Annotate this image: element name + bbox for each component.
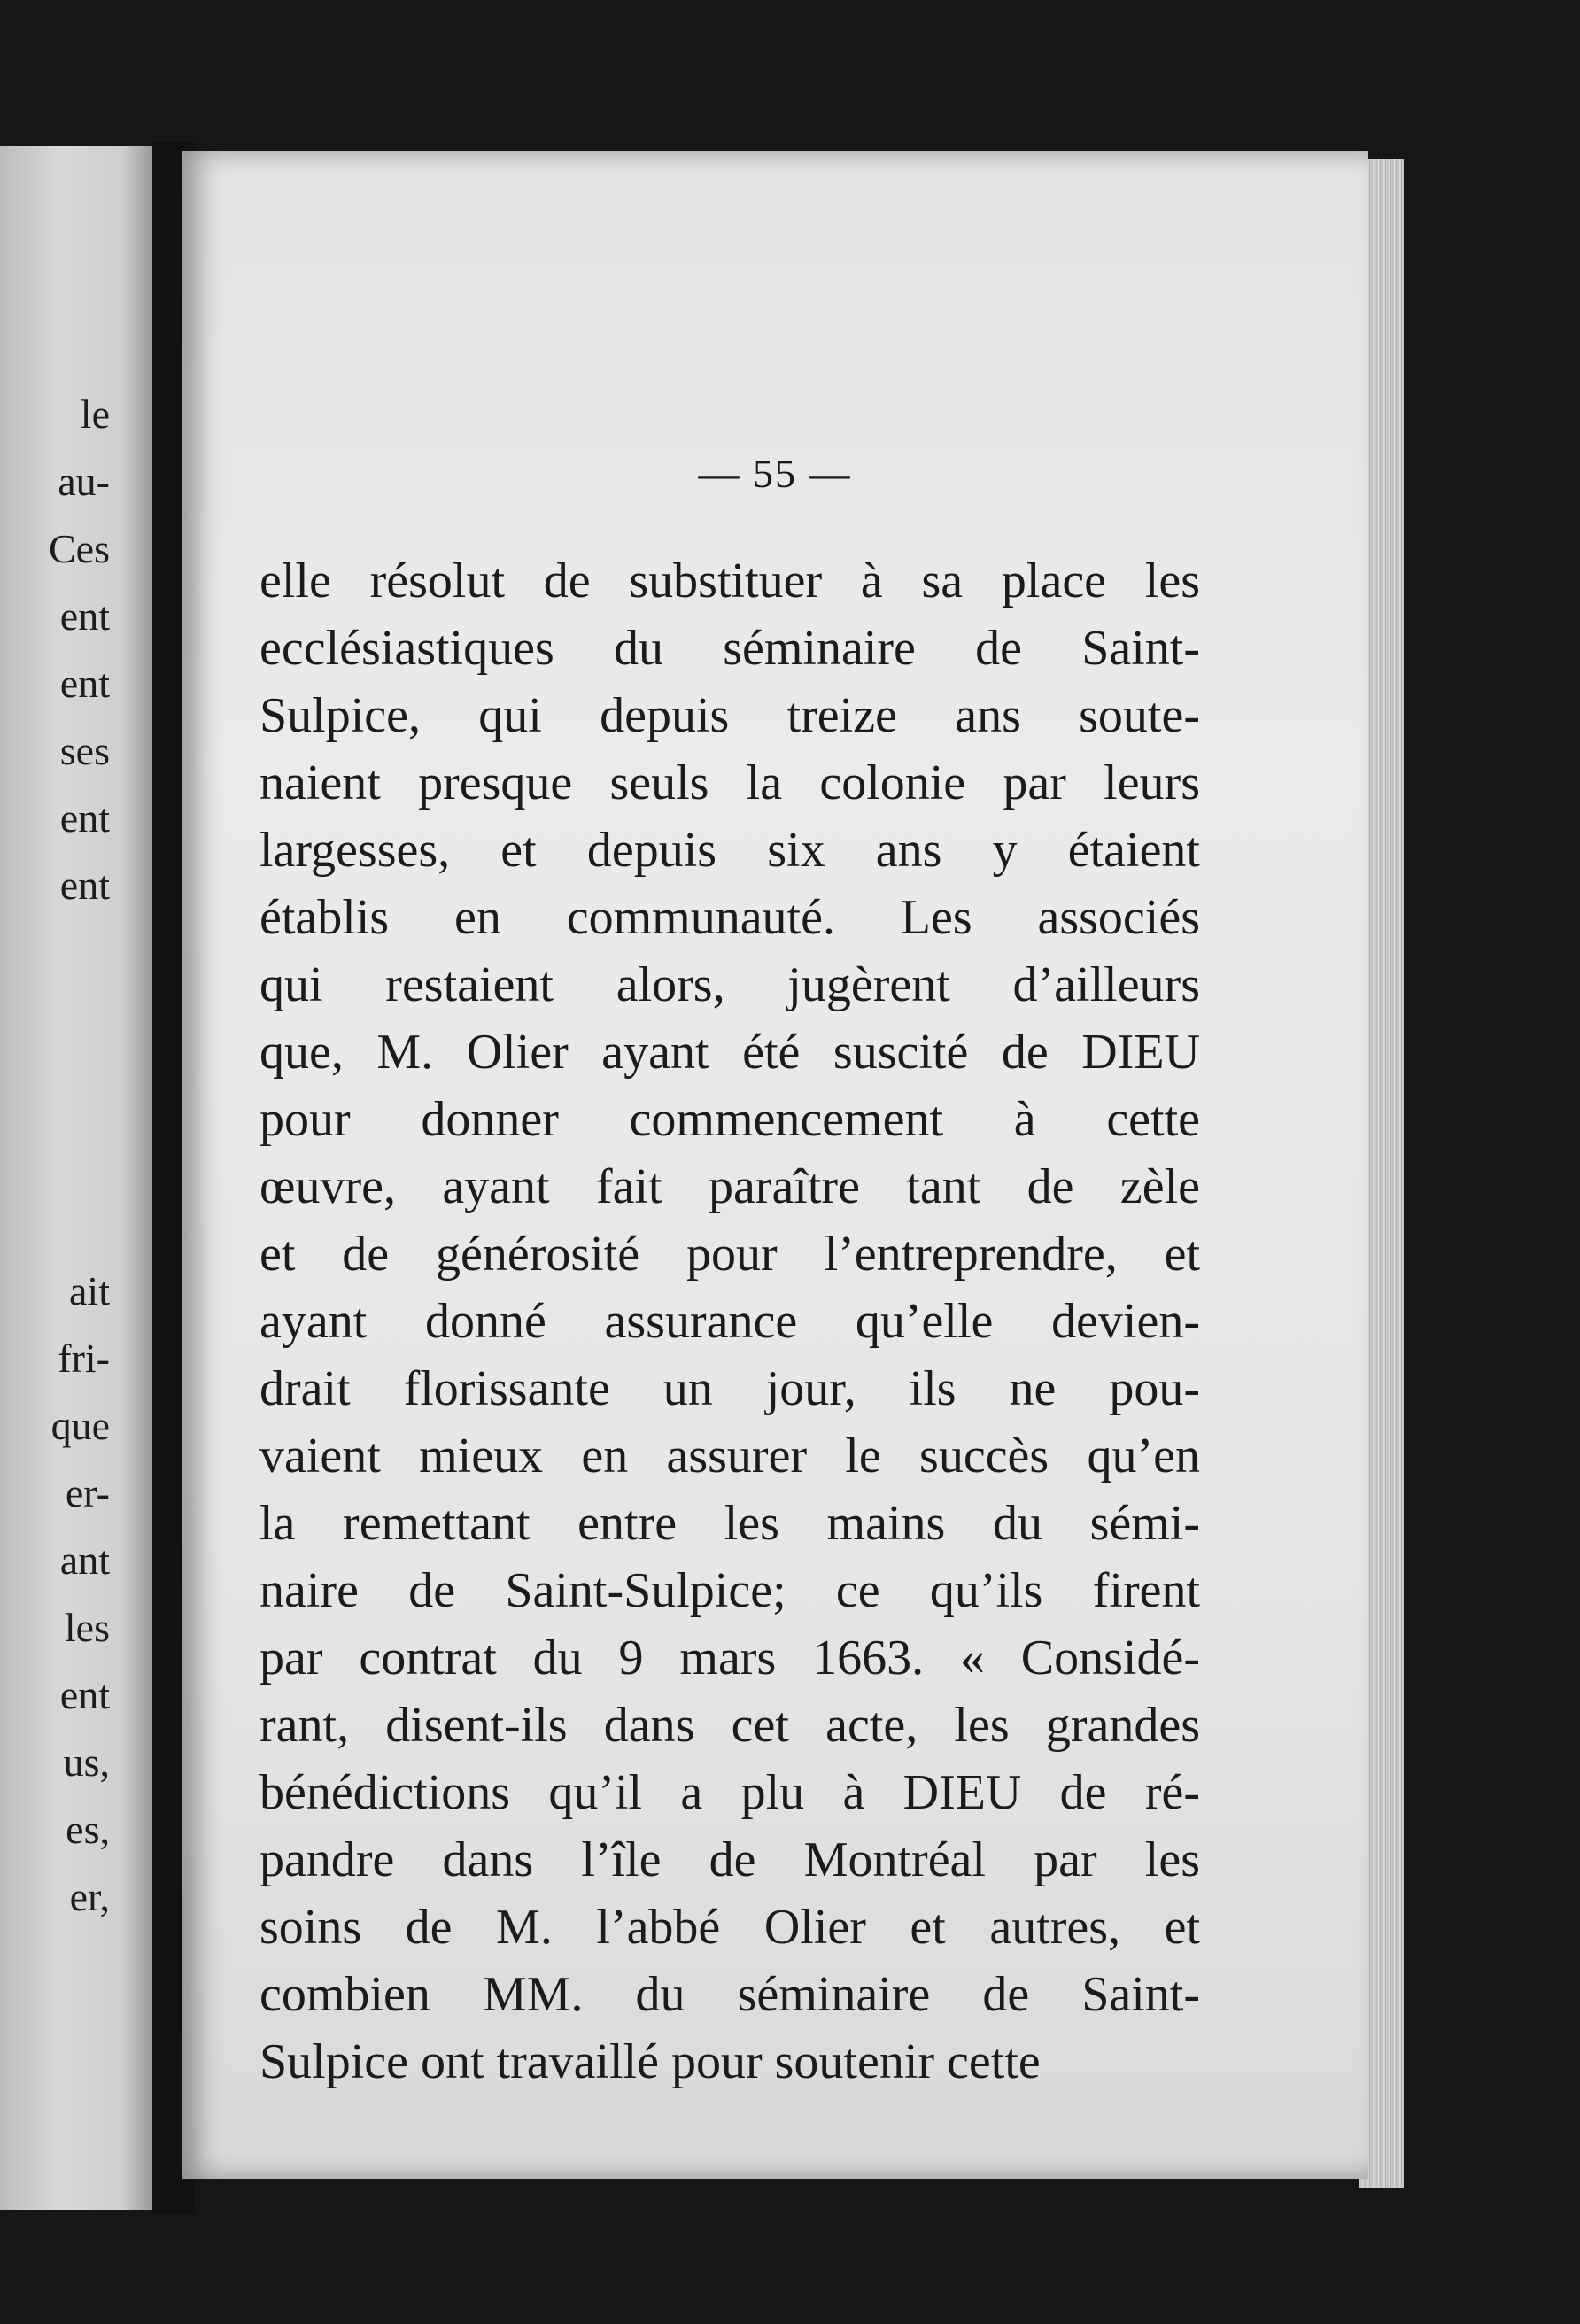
text-line: vaient mieux en assurer le succès qu’en [259,1429,1200,1483]
text-line: elle résolut de substituer à sa place les [259,554,1200,608]
text-line: par contrat du 9 mars 1663. « Considé- [259,1631,1200,1685]
left-line-fragment: es, [66,1807,110,1852]
book-page [182,151,1368,2179]
text-line: combien MM. du séminaire de Saint- [259,1967,1200,2022]
left-line-fragment: er- [65,1470,110,1515]
text-line: la remettant entre les mains du sémi- [259,1496,1200,1551]
text-line: soins de M. l’abbé Olier et autres, et [259,1900,1200,1955]
left-line-fragment: au- [58,459,110,504]
left-line-fragment: le [80,391,110,437]
text-line: Sulpice ont travaillé pour soutenir cette [259,2034,1041,2089]
body-text [259,547,1200,2095]
text-line: drait florissante un jour, ils ne pou- [259,1361,1200,1416]
text-line: rant, disent-ils dans cet acte, les grandes [259,1698,1200,1753]
text-line: bénédictions qu’il a plu à DIEU de ré- [259,1765,1200,1820]
left-line-fragment: ent [59,593,110,639]
left-line-fragment: ent [59,795,110,841]
page-number: — 55 — [698,451,852,496]
text-line: que, M. Olier ayant été suscité de DIEU [259,1025,1200,1080]
text-line: ayant donné assurance qu’elle devien- [259,1294,1200,1349]
left-line-fragment: ant [59,1538,110,1583]
text-line: établis en communauté. Les associés [259,890,1200,945]
text-line: pour donner commencement à cette [259,1092,1200,1147]
left-line-fragment: Ces [49,526,110,571]
text-line: naire de Saint-Sulpice; ce qu’ils firent [259,1563,1200,1618]
left-line-fragment: us, [63,1739,110,1785]
left-line-fragment: les [64,1605,110,1650]
text-line: et de générosité pour l’entreprendre, et [259,1227,1200,1282]
left-line-fragment: que [50,1403,110,1448]
left-line-fragment: ait [69,1268,110,1313]
left-line-fragment: er, [69,1874,110,1919]
left-line-fragment: ses [59,728,110,773]
text-line: largesses, et depuis six ans y étaient [259,823,1200,878]
left-line-fragment: ent [59,863,110,908]
text-line: naient presque seuls la colonie par leurs [259,755,1200,810]
text-line: ecclésiastiques du séminaire de Saint- [259,621,1200,676]
left-line-fragment: ent [59,1672,110,1717]
text-line: œuvre, ayant fait paraître tant de zèle [259,1159,1200,1214]
left-line-fragment: ent [59,661,110,706]
text-line: Sulpice, qui depuis treize ans soute- [259,688,1200,743]
left-line-fragment: fri- [58,1336,110,1381]
text-line: qui restaient alors, jugèrent d’ailleurs [259,957,1200,1012]
previous-page-fragment [0,146,152,2210]
text-line: pandre dans l’île de Montréal par les [259,1832,1200,1887]
